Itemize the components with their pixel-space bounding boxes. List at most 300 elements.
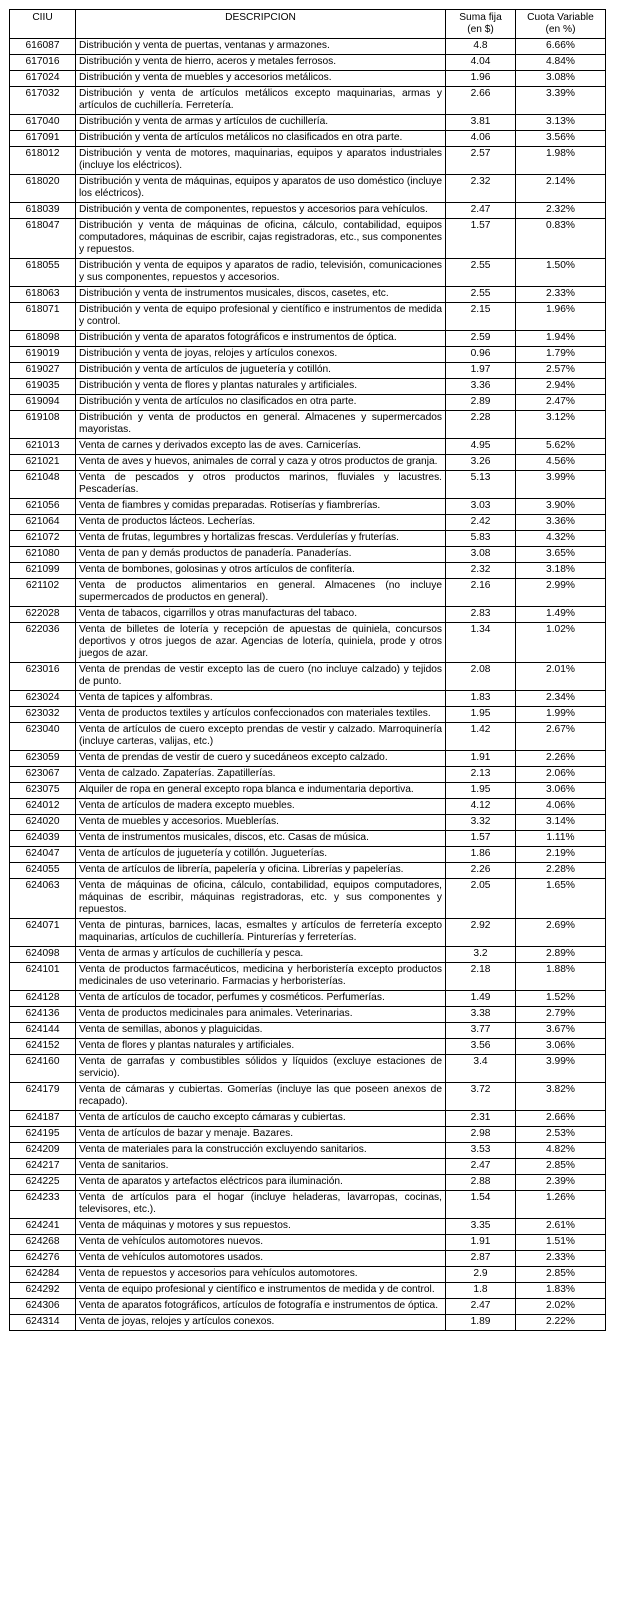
tariff-table bbox=[9, 9, 606, 1331]
ciiu-cell: 621048 bbox=[10, 471, 76, 499]
cuota-variable-cell: 2.85% bbox=[516, 1267, 606, 1283]
description-cell: Venta de sanitarios. bbox=[76, 1159, 446, 1175]
suma-fija-cell: 1.8 bbox=[446, 1283, 516, 1299]
ciiu-cell: 624268 bbox=[10, 1235, 76, 1251]
table-row bbox=[10, 411, 606, 439]
header-row bbox=[10, 10, 606, 39]
table-row bbox=[10, 767, 606, 783]
cuota-variable-cell: 3.99% bbox=[516, 471, 606, 499]
description-cell: Distribución y venta de joyas, relojes y artículos conexos. bbox=[76, 347, 446, 363]
description-cell: Distribución y venta de artículos de juguetería y cotillón. bbox=[76, 363, 446, 379]
description-cell: Distribución y venta de armas y artículos de cuchillería. bbox=[76, 115, 446, 131]
ciiu-cell: 624276 bbox=[10, 1251, 76, 1267]
description-cell: Distribución y venta de productos en general. Almacenes y supermercados mayoristas. bbox=[76, 411, 446, 439]
suma-fija-cell: 3.56 bbox=[446, 1039, 516, 1055]
cuota-variable-cell: 3.13% bbox=[516, 115, 606, 131]
ciiu-cell: 617024 bbox=[10, 71, 76, 87]
description-cell: Venta de pan y demás productos de panadería. Panaderías. bbox=[76, 547, 446, 563]
ciiu-cell: 621072 bbox=[10, 531, 76, 547]
suma-fija-cell: 3.36 bbox=[446, 379, 516, 395]
ciiu-cell: 617040 bbox=[10, 115, 76, 131]
description-cell: Venta de prendas de vestir excepto las de cuero (no incluye calzado) y tejidos de punto. bbox=[76, 663, 446, 691]
description-cell: Distribución y venta de equipo profesional y científico e instrumentos de medida y control. bbox=[76, 303, 446, 331]
suma-fija-cell: 2.87 bbox=[446, 1251, 516, 1267]
suma-fija-cell: 1.89 bbox=[446, 1315, 516, 1331]
cuota-variable-cell: 3.06% bbox=[516, 783, 606, 799]
ciiu-cell: 621013 bbox=[10, 439, 76, 455]
header-suma-fija-line1: Suma fija bbox=[459, 12, 502, 23]
suma-fija-cell: 1.95 bbox=[446, 707, 516, 723]
ciiu-cell: 621056 bbox=[10, 499, 76, 515]
ciiu-cell: 623059 bbox=[10, 751, 76, 767]
table-body bbox=[10, 39, 606, 1331]
description-cell: Venta de artículos de caucho excepto cámaras y cubiertas. bbox=[76, 1111, 446, 1127]
description-cell: Distribución y venta de artículos no clasificados en otra parte. bbox=[76, 395, 446, 411]
description-cell: Venta de productos lácteos. Lecherías. bbox=[76, 515, 446, 531]
cuota-variable-cell: 2.89% bbox=[516, 947, 606, 963]
ciiu-cell: 619094 bbox=[10, 395, 76, 411]
cuota-variable-cell: 1.96% bbox=[516, 303, 606, 331]
cuota-variable-cell: 2.94% bbox=[516, 379, 606, 395]
description-cell: Venta de semillas, abonos y plaguicidas. bbox=[76, 1023, 446, 1039]
description-cell: Venta de flores y plantas naturales y artificiales. bbox=[76, 1039, 446, 1055]
table-row bbox=[10, 515, 606, 531]
table-row bbox=[10, 663, 606, 691]
ciiu-cell: 624098 bbox=[10, 947, 76, 963]
suma-fija-cell: 3.26 bbox=[446, 455, 516, 471]
cuota-variable-cell: 2.33% bbox=[516, 287, 606, 303]
ciiu-cell: 618055 bbox=[10, 259, 76, 287]
description-cell: Venta de vehículos automotores usados. bbox=[76, 1251, 446, 1267]
table-row bbox=[10, 455, 606, 471]
description-cell: Venta de vehículos automotores nuevos. bbox=[76, 1235, 446, 1251]
suma-fija-cell: 2.32 bbox=[446, 563, 516, 579]
ciiu-cell: 624209 bbox=[10, 1143, 76, 1159]
header-cuota-variable-line1: Cuota Variable bbox=[527, 12, 594, 23]
table-row bbox=[10, 991, 606, 1007]
cuota-variable-cell: 2.32% bbox=[516, 203, 606, 219]
description-cell: Distribución y venta de instrumentos musicales, discos, casetes, etc. bbox=[76, 287, 446, 303]
ciiu-cell: 621099 bbox=[10, 563, 76, 579]
ciiu-cell: 617032 bbox=[10, 87, 76, 115]
cuota-variable-cell: 1.52% bbox=[516, 991, 606, 1007]
suma-fija-cell: 2.05 bbox=[446, 879, 516, 919]
ciiu-cell: 618098 bbox=[10, 331, 76, 347]
suma-fija-cell: 1.42 bbox=[446, 723, 516, 751]
cuota-variable-cell: 3.90% bbox=[516, 499, 606, 515]
suma-fija-cell: 3.77 bbox=[446, 1023, 516, 1039]
ciiu-cell: 623067 bbox=[10, 767, 76, 783]
ciiu-cell: 624225 bbox=[10, 1175, 76, 1191]
description-cell: Distribución y venta de artículos metálicos no clasificados en otra parte. bbox=[76, 131, 446, 147]
suma-fija-cell: 2.66 bbox=[446, 87, 516, 115]
description-cell: Distribución y venta de componentes, repuestos y accesorios para vehículos. bbox=[76, 203, 446, 219]
suma-fija-cell: 1.54 bbox=[446, 1191, 516, 1219]
description-cell: Distribución y venta de flores y plantas naturales y artificiales. bbox=[76, 379, 446, 395]
ciiu-cell: 624314 bbox=[10, 1315, 76, 1331]
description-cell: Venta de artículos de juguetería y cotillón. Jugueterías. bbox=[76, 847, 446, 863]
table-row bbox=[10, 1039, 606, 1055]
cuota-variable-cell: 3.99% bbox=[516, 1055, 606, 1083]
ciiu-cell: 624071 bbox=[10, 919, 76, 947]
description-cell: Venta de repuestos y accesorios para vehículos automotores. bbox=[76, 1267, 446, 1283]
cuota-variable-cell: 1.65% bbox=[516, 879, 606, 919]
ciiu-cell: 624063 bbox=[10, 879, 76, 919]
ciiu-cell: 618020 bbox=[10, 175, 76, 203]
ciiu-cell: 622036 bbox=[10, 623, 76, 663]
table-row bbox=[10, 203, 606, 219]
suma-fija-cell: 2.47 bbox=[446, 1159, 516, 1175]
cuota-variable-cell: 0.83% bbox=[516, 219, 606, 259]
table-row bbox=[10, 1023, 606, 1039]
description-cell: Venta de garrafas y combustibles sólidos y líquidos (excluye estaciones de servicio). bbox=[76, 1055, 446, 1083]
cuota-variable-cell: 2.28% bbox=[516, 863, 606, 879]
ciiu-cell: 624195 bbox=[10, 1127, 76, 1143]
suma-fija-cell: 3.2 bbox=[446, 947, 516, 963]
description-cell: Venta de artículos de librería, papelería y oficina. Librerías y papelerías. bbox=[76, 863, 446, 879]
suma-fija-cell: 3.08 bbox=[446, 547, 516, 563]
description-cell: Venta de tabacos, cigarrillos y otras manufacturas del tabaco. bbox=[76, 607, 446, 623]
table-row bbox=[10, 39, 606, 55]
cuota-variable-cell: 2.47% bbox=[516, 395, 606, 411]
table-row bbox=[10, 879, 606, 919]
description-cell: Venta de calzado. Zapaterías. Zapatillerías. bbox=[76, 767, 446, 783]
suma-fija-cell: 2.28 bbox=[446, 411, 516, 439]
description-cell: Venta de armas y artículos de cuchillería y pesca. bbox=[76, 947, 446, 963]
ciiu-cell: 624217 bbox=[10, 1159, 76, 1175]
suma-fija-cell: 1.57 bbox=[446, 219, 516, 259]
cuota-variable-cell: 2.53% bbox=[516, 1127, 606, 1143]
cuota-variable-cell: 1.49% bbox=[516, 607, 606, 623]
description-cell: Venta de equipo profesional y científico e instrumentos de medida y de control. bbox=[76, 1283, 446, 1299]
cuota-variable-cell: 3.08% bbox=[516, 71, 606, 87]
ciiu-cell: 624047 bbox=[10, 847, 76, 863]
cuota-variable-cell: 4.82% bbox=[516, 1143, 606, 1159]
ciiu-cell: 624039 bbox=[10, 831, 76, 847]
table-row bbox=[10, 1143, 606, 1159]
suma-fija-cell: 2.88 bbox=[446, 1175, 516, 1191]
table-row bbox=[10, 499, 606, 515]
cuota-variable-cell: 3.14% bbox=[516, 815, 606, 831]
suma-fija-cell: 2.32 bbox=[446, 175, 516, 203]
description-cell: Venta de aparatos y artefactos eléctricos para iluminación. bbox=[76, 1175, 446, 1191]
suma-fija-cell: 3.4 bbox=[446, 1055, 516, 1083]
ciiu-cell: 624144 bbox=[10, 1023, 76, 1039]
cuota-variable-cell: 2.99% bbox=[516, 579, 606, 607]
description-cell: Venta de materiales para la construcción excluyendo sanitarios. bbox=[76, 1143, 446, 1159]
description-cell: Venta de artículos de madera excepto muebles. bbox=[76, 799, 446, 815]
header-ciiu: CIIU bbox=[10, 10, 76, 39]
description-cell: Distribución y venta de motores, maquinarias, equipos y aparatos industriales (incluye los eléctricos). bbox=[76, 147, 446, 175]
ciiu-cell: 623016 bbox=[10, 663, 76, 691]
table-row bbox=[10, 175, 606, 203]
description-cell: Venta de aparatos fotográficos, artículos de fotografía e instrumentos de óptica. bbox=[76, 1299, 446, 1315]
suma-fija-cell: 1.96 bbox=[446, 71, 516, 87]
table-row bbox=[10, 751, 606, 767]
cuota-variable-cell: 4.06% bbox=[516, 799, 606, 815]
cuota-variable-cell: 1.83% bbox=[516, 1283, 606, 1299]
suma-fija-cell: 1.97 bbox=[446, 363, 516, 379]
cuota-variable-cell: 3.65% bbox=[516, 547, 606, 563]
suma-fija-cell: 1.49 bbox=[446, 991, 516, 1007]
table-row bbox=[10, 1055, 606, 1083]
table-row bbox=[10, 363, 606, 379]
description-cell: Venta de máquinas y motores y sus repuestos. bbox=[76, 1219, 446, 1235]
suma-fija-cell: 2.9 bbox=[446, 1267, 516, 1283]
table-row bbox=[10, 331, 606, 347]
table-row bbox=[10, 347, 606, 363]
ciiu-cell: 624128 bbox=[10, 991, 76, 1007]
cuota-variable-cell: 2.85% bbox=[516, 1159, 606, 1175]
suma-fija-cell: 3.53 bbox=[446, 1143, 516, 1159]
suma-fija-cell: 2.98 bbox=[446, 1127, 516, 1143]
table-row bbox=[10, 55, 606, 71]
suma-fija-cell: 2.59 bbox=[446, 331, 516, 347]
header-cuota-variable-line2: (en %) bbox=[545, 24, 576, 35]
description-cell: Distribución y venta de máquinas de oficina, cálculo, contabilidad, equipos computadores, máquinas de escribir, cajas registradoras, etc., sus componentes y repuestos. bbox=[76, 219, 446, 259]
table-row bbox=[10, 963, 606, 991]
suma-fija-cell: 2.18 bbox=[446, 963, 516, 991]
ciiu-cell: 624101 bbox=[10, 963, 76, 991]
cuota-variable-cell: 1.11% bbox=[516, 831, 606, 847]
table-row bbox=[10, 783, 606, 799]
cuota-variable-cell: 2.06% bbox=[516, 767, 606, 783]
description-cell: Distribución y venta de máquinas, equipos y aparatos de uso doméstico (incluye los eléctricos). bbox=[76, 175, 446, 203]
table-row bbox=[10, 919, 606, 947]
cuota-variable-cell: 2.57% bbox=[516, 363, 606, 379]
ciiu-cell: 617091 bbox=[10, 131, 76, 147]
suma-fija-cell: 2.83 bbox=[446, 607, 516, 623]
table-row bbox=[10, 71, 606, 87]
table-row bbox=[10, 579, 606, 607]
description-cell: Venta de productos medicinales para animales. Veterinarias. bbox=[76, 1007, 446, 1023]
description-cell: Venta de joyas, relojes y artículos conexos. bbox=[76, 1315, 446, 1331]
cuota-variable-cell: 4.56% bbox=[516, 455, 606, 471]
ciiu-cell: 618047 bbox=[10, 219, 76, 259]
description-cell: Venta de carnes y derivados excepto las de aves. Carnicerías. bbox=[76, 439, 446, 455]
ciiu-cell: 617016 bbox=[10, 55, 76, 71]
table-row bbox=[10, 531, 606, 547]
table-row bbox=[10, 1299, 606, 1315]
description-cell: Distribución y venta de artículos metálicos excepto maquinarias, armas y artículos de cuchillería. Ferretería. bbox=[76, 87, 446, 115]
cuota-variable-cell: 3.06% bbox=[516, 1039, 606, 1055]
ciiu-cell: 622028 bbox=[10, 607, 76, 623]
ciiu-cell: 624233 bbox=[10, 1191, 76, 1219]
table-row bbox=[10, 219, 606, 259]
ciiu-cell: 618039 bbox=[10, 203, 76, 219]
table-row bbox=[10, 847, 606, 863]
suma-fija-cell: 1.91 bbox=[446, 1235, 516, 1251]
ciiu-cell: 624152 bbox=[10, 1039, 76, 1055]
ciiu-cell: 618063 bbox=[10, 287, 76, 303]
description-cell: Distribución y venta de puertas, ventanas y armazones. bbox=[76, 39, 446, 55]
ciiu-cell: 624292 bbox=[10, 1283, 76, 1299]
cuota-variable-cell: 2.34% bbox=[516, 691, 606, 707]
ciiu-cell: 619027 bbox=[10, 363, 76, 379]
ciiu-cell: 621021 bbox=[10, 455, 76, 471]
suma-fija-cell: 3.72 bbox=[446, 1083, 516, 1111]
table-row bbox=[10, 1251, 606, 1267]
description-cell: Venta de prendas de vestir de cuero y sucedáneos excepto calzado. bbox=[76, 751, 446, 767]
table-row bbox=[10, 303, 606, 331]
cuota-variable-cell: 3.36% bbox=[516, 515, 606, 531]
cuota-variable-cell: 3.67% bbox=[516, 1023, 606, 1039]
suma-fija-cell: 2.31 bbox=[446, 1111, 516, 1127]
table-row bbox=[10, 815, 606, 831]
suma-fija-cell: 0.96 bbox=[446, 347, 516, 363]
table-row bbox=[10, 799, 606, 815]
table-row bbox=[10, 607, 606, 623]
cuota-variable-cell: 1.50% bbox=[516, 259, 606, 287]
table-row bbox=[10, 1083, 606, 1111]
suma-fija-cell: 3.32 bbox=[446, 815, 516, 831]
cuota-variable-cell: 2.26% bbox=[516, 751, 606, 767]
table-row bbox=[10, 1235, 606, 1251]
table-row bbox=[10, 1267, 606, 1283]
cuota-variable-cell: 1.79% bbox=[516, 347, 606, 363]
suma-fija-cell: 4.95 bbox=[446, 439, 516, 455]
ciiu-cell: 618012 bbox=[10, 147, 76, 175]
suma-fija-cell: 3.03 bbox=[446, 499, 516, 515]
suma-fija-cell: 3.38 bbox=[446, 1007, 516, 1023]
ciiu-cell: 624020 bbox=[10, 815, 76, 831]
description-cell: Venta de billetes de lotería y recepción de apuestas de quiniela, concursos deportivos y otros juegos de azar. Agencias de lotería, quiniela, prode y otros juegos de azar. bbox=[76, 623, 446, 663]
description-cell: Venta de artículos de tocador, perfumes y cosméticos. Perfumerías. bbox=[76, 991, 446, 1007]
suma-fija-cell: 5.83 bbox=[446, 531, 516, 547]
ciiu-cell: 624012 bbox=[10, 799, 76, 815]
cuota-variable-cell: 5.62% bbox=[516, 439, 606, 455]
table-row bbox=[10, 1315, 606, 1331]
table-header bbox=[10, 10, 606, 39]
header-suma-fija-line2: (en $) bbox=[467, 24, 494, 35]
suma-fija-cell: 2.26 bbox=[446, 863, 516, 879]
table-row bbox=[10, 131, 606, 147]
table-row bbox=[10, 259, 606, 287]
suma-fija-cell: 2.42 bbox=[446, 515, 516, 531]
description-cell: Distribución y venta de aparatos fotográficos e instrumentos de óptica. bbox=[76, 331, 446, 347]
ciiu-cell: 624284 bbox=[10, 1267, 76, 1283]
cuota-variable-cell: 1.98% bbox=[516, 147, 606, 175]
description-cell: Venta de artículos de cuero excepto prendas de vestir y calzado. Marroquinería (incluye carteras, valijas, etc.) bbox=[76, 723, 446, 751]
description-cell: Venta de artículos de bazar y menaje. Bazares. bbox=[76, 1127, 446, 1143]
cuota-variable-cell: 2.39% bbox=[516, 1175, 606, 1191]
description-cell: Venta de pescados y otros productos marinos, fluviales y lacustres. Pescaderías. bbox=[76, 471, 446, 499]
table-row bbox=[10, 379, 606, 395]
description-cell: Venta de productos textiles y artículos confeccionados con materiales textiles. bbox=[76, 707, 446, 723]
cuota-variable-cell: 1.51% bbox=[516, 1235, 606, 1251]
suma-fija-cell: 1.91 bbox=[446, 751, 516, 767]
table-row bbox=[10, 547, 606, 563]
suma-fija-cell: 2.89 bbox=[446, 395, 516, 411]
description-cell: Venta de bombones, golosinas y otros artículos de confitería. bbox=[76, 563, 446, 579]
ciiu-cell: 619035 bbox=[10, 379, 76, 395]
table-row bbox=[10, 1283, 606, 1299]
suma-fija-cell: 4.12 bbox=[446, 799, 516, 815]
ciiu-cell: 621080 bbox=[10, 547, 76, 563]
description-cell: Venta de productos alimentarios en general. Almacenes (no incluye supermercados de productos en general). bbox=[76, 579, 446, 607]
table-row bbox=[10, 831, 606, 847]
header-cuota-variable bbox=[516, 10, 606, 39]
suma-fija-cell: 2.13 bbox=[446, 767, 516, 783]
suma-fija-cell: 3.81 bbox=[446, 115, 516, 131]
description-cell: Venta de muebles y accesorios. Mueblerías. bbox=[76, 815, 446, 831]
cuota-variable-cell: 4.32% bbox=[516, 531, 606, 547]
ciiu-cell: 624187 bbox=[10, 1111, 76, 1127]
ciiu-cell: 624055 bbox=[10, 863, 76, 879]
suma-fija-cell: 3.35 bbox=[446, 1219, 516, 1235]
table-row bbox=[10, 947, 606, 963]
table-row bbox=[10, 691, 606, 707]
suma-fija-cell: 2.15 bbox=[446, 303, 516, 331]
table-row bbox=[10, 707, 606, 723]
cuota-variable-cell: 3.82% bbox=[516, 1083, 606, 1111]
description-cell: Distribución y venta de hierro, aceros y metales ferrosos. bbox=[76, 55, 446, 71]
table-row bbox=[10, 87, 606, 115]
ciiu-cell: 621102 bbox=[10, 579, 76, 607]
description-cell: Venta de productos farmacéuticos, medicina y herboristería excepto productos medicinales de uso veterinario. Farmacias y herboristerías. bbox=[76, 963, 446, 991]
table-row bbox=[10, 115, 606, 131]
table-row bbox=[10, 1219, 606, 1235]
table-row bbox=[10, 1191, 606, 1219]
ciiu-cell: 624241 bbox=[10, 1219, 76, 1235]
description-cell: Venta de aves y huevos, animales de corral y caza y otros productos de granja. bbox=[76, 455, 446, 471]
ciiu-cell: 621064 bbox=[10, 515, 76, 531]
suma-fija-cell: 1.83 bbox=[446, 691, 516, 707]
cuota-variable-cell: 2.33% bbox=[516, 1251, 606, 1267]
suma-fija-cell: 1.57 bbox=[446, 831, 516, 847]
description-cell: Venta de artículos para el hogar (incluye heladeras, lavarropas, cocinas, televisores, etc.). bbox=[76, 1191, 446, 1219]
table-row bbox=[10, 723, 606, 751]
table-row bbox=[10, 1127, 606, 1143]
table-row bbox=[10, 395, 606, 411]
table-row bbox=[10, 471, 606, 499]
table-row bbox=[10, 439, 606, 455]
table-row bbox=[10, 623, 606, 663]
suma-fija-cell: 2.16 bbox=[446, 579, 516, 607]
description-cell: Distribución y venta de equipos y aparatos de radio, televisión, comunicaciones y sus componentes, repuestos y accesorios. bbox=[76, 259, 446, 287]
cuota-variable-cell: 2.61% bbox=[516, 1219, 606, 1235]
description-cell: Venta de instrumentos musicales, discos, etc. Casas de música. bbox=[76, 831, 446, 847]
suma-fija-cell: 2.08 bbox=[446, 663, 516, 691]
cuota-variable-cell: 2.66% bbox=[516, 1111, 606, 1127]
description-cell: Distribución y venta de muebles y accesorios metálicos. bbox=[76, 71, 446, 87]
cuota-variable-cell: 3.18% bbox=[516, 563, 606, 579]
cuota-variable-cell: 2.67% bbox=[516, 723, 606, 751]
table-row bbox=[10, 1007, 606, 1023]
cuota-variable-cell: 3.12% bbox=[516, 411, 606, 439]
table-row bbox=[10, 1111, 606, 1127]
table-row bbox=[10, 1159, 606, 1175]
description-cell: Alquiler de ropa en general excepto ropa blanca e indumentaria deportiva. bbox=[76, 783, 446, 799]
suma-fija-cell: 2.47 bbox=[446, 1299, 516, 1315]
cuota-variable-cell: 3.56% bbox=[516, 131, 606, 147]
ciiu-cell: 619019 bbox=[10, 347, 76, 363]
ciiu-cell: 624160 bbox=[10, 1055, 76, 1083]
suma-fija-cell: 4.8 bbox=[446, 39, 516, 55]
cuota-variable-cell: 3.39% bbox=[516, 87, 606, 115]
ciiu-cell: 618071 bbox=[10, 303, 76, 331]
suma-fija-cell: 2.55 bbox=[446, 259, 516, 287]
cuota-variable-cell: 2.01% bbox=[516, 663, 606, 691]
cuota-variable-cell: 1.26% bbox=[516, 1191, 606, 1219]
table-row bbox=[10, 563, 606, 579]
cuota-variable-cell: 2.69% bbox=[516, 919, 606, 947]
cuota-variable-cell: 2.02% bbox=[516, 1299, 606, 1315]
cuota-variable-cell: 1.99% bbox=[516, 707, 606, 723]
ciiu-cell: 623032 bbox=[10, 707, 76, 723]
table-row bbox=[10, 147, 606, 175]
header-descripcion: DESCRIPCION bbox=[76, 10, 446, 39]
